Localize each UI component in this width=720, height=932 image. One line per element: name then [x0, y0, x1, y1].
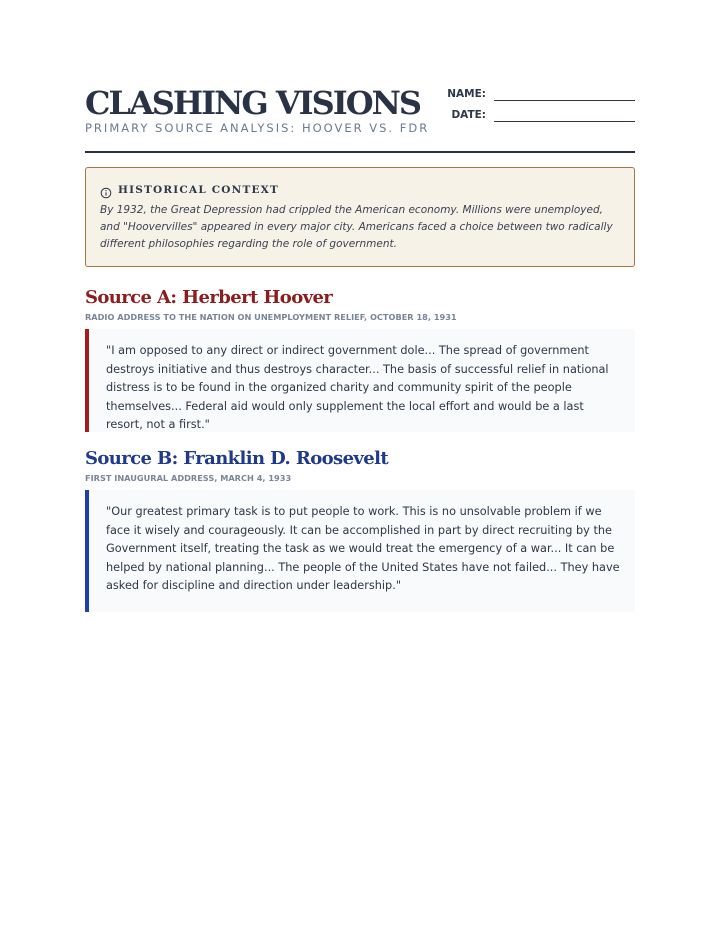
- source-b-quote: "Our greatest primary task is to put people to work. This is no unsolvable problem if we face it wisely and courageously. It can be accomplished in part by direct recruiting by the Government itself, treating the task as we would treat the emergency of a war... It can be helped by national planning... The people of the United States have not failed... They have asked for discipline and direction under leadership.": [85, 490, 635, 612]
- info-icon: [100, 184, 112, 196]
- worksheet-header: [85, 0, 635, 153]
- page-subtitle: PRIMARY SOURCE ANALYSIS: HOOVER VS. FDR: [85, 121, 430, 135]
- worksheet-page: [85, 0, 635, 592]
- context-text: By 1932, the Great Depression had crippled the American economy. Millions were unemployed, and "Hoovervilles" appeared in every major city. Americans faced a choice between two radically different philosophies regarding the role of government.: [100, 204, 613, 250]
- source-a-citation: RADIO ADDRESS TO THE NATION ON UNEMPLOYMENT RELIEF, OCTOBER 18, 1931: [85, 312, 457, 322]
- page-title: CLASHING VISIONS: [85, 84, 420, 122]
- source-a: [85, 286, 635, 432]
- context-heading: [100, 183, 620, 197]
- date-field-row: [426, 107, 635, 122]
- name-field-row: [426, 86, 635, 101]
- context-title: HISTORICAL CONTEXT: [118, 184, 280, 196]
- date-field[interactable]: [494, 107, 635, 122]
- historical-context-box: [85, 167, 635, 267]
- source-b-citation: FIRST INAUGURAL ADDRESS, MARCH 4, 1933: [85, 473, 292, 483]
- source-a-quote: "I am opposed to any direct or indirect government dole... The spread of government destroys initiative and thus destroys character... The basis of successful relief in national distress is to be found in the organized charity and community spirit of the people themselves... Federal aid would only supplement the local effort and would be a last resort, not a first.": [85, 329, 635, 432]
- name-field[interactable]: [494, 86, 635, 101]
- source-b: [85, 447, 635, 612]
- date-label: DATE:: [451, 109, 486, 121]
- source-a-title: Source A: Herbert Hoover: [85, 287, 333, 308]
- name-label: NAME:: [447, 88, 486, 100]
- source-b-title: Source B: Franklin D. Roosevelt: [85, 448, 389, 469]
